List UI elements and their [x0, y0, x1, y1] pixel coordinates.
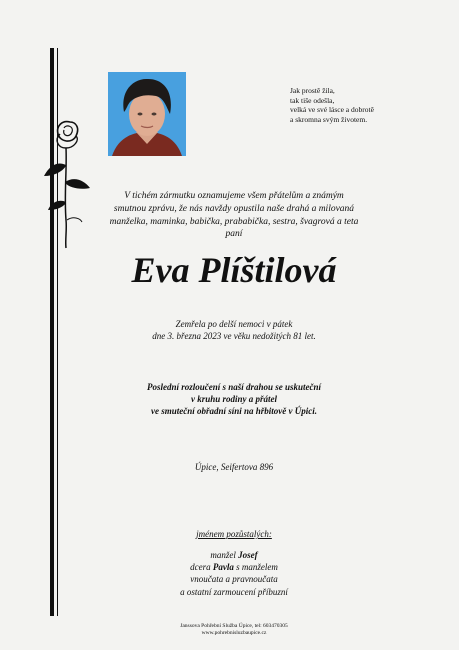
mourner-line: [84, 549, 384, 561]
portrait-photo: [108, 72, 186, 156]
poem-line: velká ve své lásce a dobrotě: [290, 105, 374, 114]
mourner-text: s manželem: [233, 562, 278, 573]
mourner-line: [84, 573, 384, 585]
mourner-name: Pavla: [212, 562, 234, 573]
funeral-details: [84, 382, 384, 417]
announcement-line: paní: [225, 229, 243, 240]
address: Úpice, Seifertova 896: [194, 462, 274, 472]
funeral-line: Poslední rozloučení s naší drahou se uskuteční: [146, 382, 322, 392]
mourner-text: vnoučata a pravnoučata: [190, 574, 278, 585]
death-line: Zemřela po delší nemoci v pátek: [175, 319, 293, 329]
poem-line: a skromna svým životem.: [290, 114, 368, 124]
mourners-list: [84, 549, 384, 598]
footer-line: www.pohrebnisluzbaupice.cz: [201, 630, 267, 636]
mourners-heading-text: jménem pozůstalých:: [196, 529, 272, 539]
death-details: [84, 319, 384, 342]
deceased-name: Eva Plíštilová: [131, 250, 337, 290]
announcement-line: V tichém zármutku oznamujeme všem přátelům a známým: [124, 191, 344, 201]
funeral-service-footer: [84, 623, 384, 637]
mourner-text: dcera: [190, 562, 213, 573]
mourner-line: [84, 561, 384, 573]
funeral-line: v kruhu rodiny a přátel: [190, 393, 277, 404]
mourners-heading: [84, 529, 384, 539]
mourner-text: manžel: [210, 550, 239, 560]
announcement-line: manželka, maminka, babička, prababička, sestra, švagrová a teta: [109, 216, 359, 227]
poem-line: tak tiše odešla,: [290, 95, 335, 105]
announcement-text: [84, 190, 384, 241]
funeral-line: ve smuteční obřadní síni na hřbitově v Úpici.: [150, 405, 317, 416]
announcement-line: smutnou zprávu, že nás navždy opustila naše drahá a milovaná: [113, 203, 355, 214]
death-line: dne 3. března 2023 ve věku nedožitých 81 let.: [152, 330, 316, 341]
mourner-name: Josef: [238, 550, 258, 560]
mourner-line: [84, 586, 384, 598]
poem-line: Jak prostě žila,: [290, 86, 335, 95]
poem: [290, 86, 440, 124]
mourner-text: a ostatní zarmoucení příbuzní: [180, 586, 288, 597]
footer-line: Janssova Pohřební Služba Úpice, tel: 603470305: [180, 623, 288, 629]
